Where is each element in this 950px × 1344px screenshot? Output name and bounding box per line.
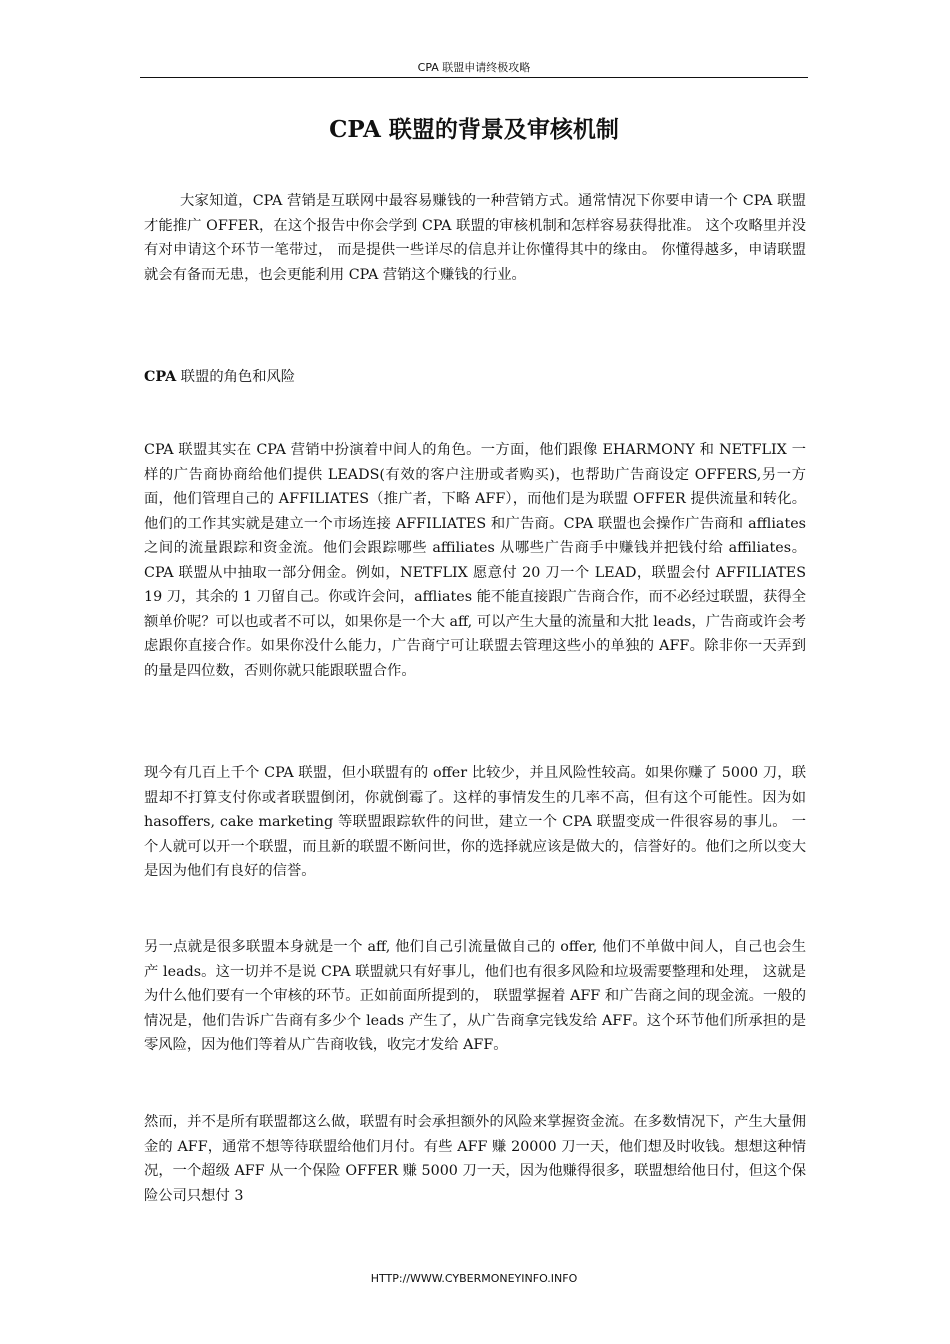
body-paragraph-1: CPA 联盟其实在 CPA 营销中扮演着中间人的角色。一方面，他们跟像 EHARMONY 和 NETFLIX 一样的广告商协商给他们提供 LEADS(有效的客户注册或者购买)，也帮助广告商设定 OFFERS,另一方面，他们管理自己的 AFFILIATES（推广者，下略 AFF），而他们是为联盟 OFFER 提供流量和转化。他们的工作其实就是建立一个市场连接 AFFILIATES 和广告商。CPA 联盟也会操作广告商和 affliates 之间的流量跟踪和资金流。他们会跟踪哪些 affiliates 从哪些广告商手中赚钱并把钱付给 affiliates。CPA 联盟从中抽取一部分佣金。例如，NETFLIX 愿意付 20 刀一个 LEAD，联盟会付 AFFILIATES 19 刀，其余的 1 刀留自己。你或许会问，affliates 能不能直接跟广告商合作，而不必经过联盟，获得全额单价呢？可以也或者不可以，如果你是一个大 aff, 可以产生大量的流量和大批 leads，广告商或许会考虑跟你直接合作。如果你没什么能力，广告商宁可让联盟去管理这些小的单独的 AFF。除非你一天弄到的量是四位数，否则你就只能跟联盟合作。 [144,442,806,679]
running-header: CPA 联盟申请终极攻略 [417,61,531,74]
document-title: CPA 联盟的背景及审核机制 [329,116,619,143]
header-divider [140,77,808,78]
body-paragraph-4: 然而，并不是所有联盟都这么做，联盟有时会承担额外的风险来掌握资金流。在多数情况下，产生大量佣金的 AFF，通常不想等待联盟给他们月付。有些 AFF 赚 20000 刀一天，他们想及时收钱。想想这种情况，一个超级 AFF 从一个保险 OFFER 赚 5000 刀一天，因为他赚得很多，联盟想给他日付，但这个保险公司只想付 3 [144,1114,806,1204]
section-heading [144,365,806,390]
footer-url: HTTP://WWW.CYBERMONEYINFO.INFO [370,1272,578,1285]
section-heading-strong: CPA [144,369,177,385]
intro-paragraph: 大家知道，CPA 营销是互联网中最容易赚钱的一种营销方式。通常情况下你要申请一个 CPA 联盟才能推广 OFFER，在这个报告中你会学到 CPA 联盟的审核机制和怎样容易获得批准。 这个攻略里并没有对申请这个环节一笔带过， 而是提供一些详尽的信息并让你懂得其中的缘由。 你懂得越多，申请联盟就会有备而无患，也会更能利用 CPA 营销这个赚钱的行业。 [144,193,806,283]
body-paragraph-2: 现今有几百上千个 CPA 联盟，但小联盟有的 offer 比较少，并且风险性较高。如果你赚了 5000 刀，联盟却不打算支付你或者联盟倒闭，你就倒霉了。这样的事情发生的几率不高，但有这个可能性。因为如 hasoffers, cake marketing 等联盟跟踪软件的问世，建立一个 CPA 联盟变成一件很容易的事儿。 一个人就可以开一个联盟，而且新的联盟不断问世，你的选择就应该是做大的，信誉好的。他们之所以变大是因为他们有良好的信誉。 [144,765,806,879]
body-paragraph-3: 另一点就是很多联盟本身就是一个 aff, 他们自己引流量做自己的 offer, 他们不单做中间人，自己也会生产 leads。这一切并不是说 CPA 联盟就只有好事儿，他们也有很多风险和垃圾需要整理和处理， 这就是为什么他们要有一个审核的环节。正如前面所提到的， 联盟掌握着 AFF 和广告商之间的现金流。一般的情况是，他们告诉广告商有多少个 leads 产生了，从广告商拿完钱发给 AFF。这个环节他们所承担的是零风险，因为他们等着从广告商收钱，收完才发给 AFF。 [144,939,806,1053]
section-heading-rest: 联盟的角色和风险 [176,369,296,385]
